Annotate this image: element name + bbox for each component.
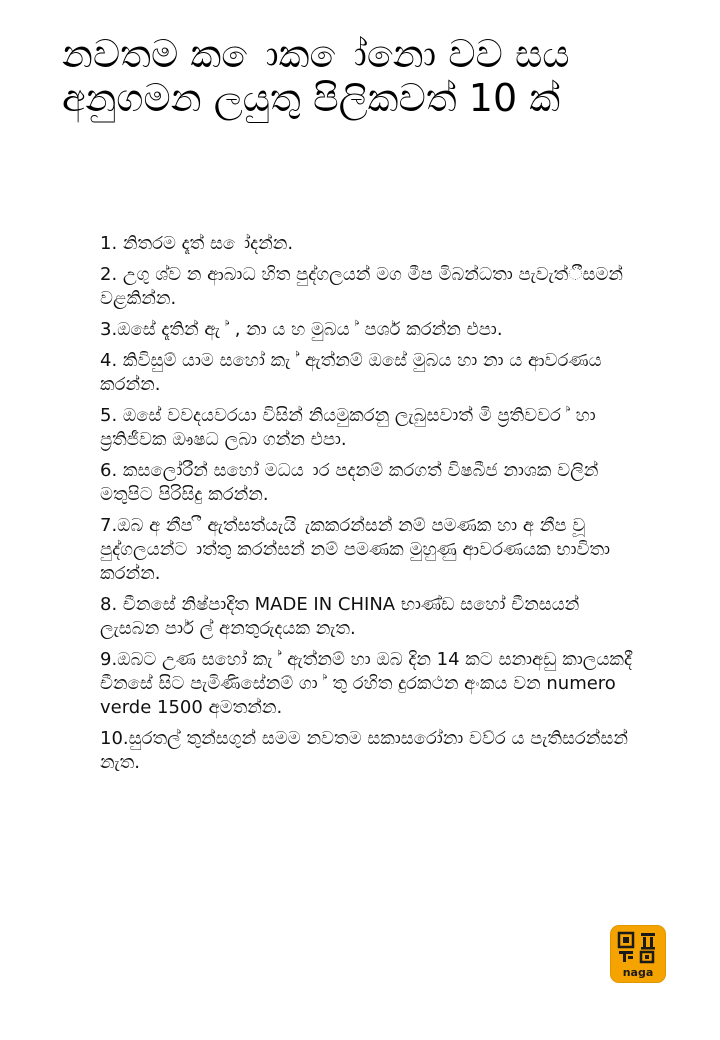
tip-item: 5. ඔසේ වවදයවරයා විසින් නියමුකරනු ලැබුසවාත් මි ප්‍රතිවවර ් හා ප්‍රතිජීවක ඖෂධ ලබා ගන්න එපා. — [100, 405, 596, 450]
naga-logo — [610, 925, 666, 983]
tip-item: 4. කිවිසුම් යාම සහෝ කැ ් ඇත්නම් ඔසේ මුබය හා නා ය ආවරණය කරන්න. — [100, 350, 602, 395]
tips-list — [100, 232, 640, 782]
slide-title: නවතම ක ොක ෝනො වව සය අනුගමන ලයුතු පිලිකවත් 10 ක් — [62, 32, 570, 120]
tip-item: 1. නිතරම දෑත් ස ෝදන්න. — [100, 233, 294, 254]
logo-text: naga — [622, 966, 654, 979]
tip-item: 6. කසලෝරීන් සහෝ මධය ාර පදනම් කරගත් විෂබීජ නාශක වලින් මතුපිට පිරිසිදු කරන්න. — [100, 460, 599, 505]
tip-item: 2. උගු ශ්ව න ආබාධ හිත පුද්ගලයන් මග මීප මිබන්ධතා පැවැත්ීසමන් වළකින්න. — [100, 264, 624, 309]
tip-item: 7.ඔබ අ නීප ී ඇත්සත්යැයි ැකකරන්සන් නම් පමණක හා අ නීප වූ පුද්ගලයන්ට ාත්තු කරන්සන් නම් පමණක මුහුණු ආවරණයක භාවිතා කරන්න. — [100, 515, 611, 584]
tip-item: 10.සුරතල් තුන්සගුන් සමම නවතම සකාසරෝනා වව්ර ය පැතිසරන්සන් නැත. — [100, 728, 628, 773]
tip-item: 8. චීනසේ නිෂ්පාදිත MADE IN CHINA භාණ්ඩ සහෝ චීනසයන් ලැසබන පාර් ල් අනතුරුදයක නැත. — [100, 594, 580, 639]
tip-item: 3.ඔසේ දෑතින් ඇ ් , නා ය හ මුබය ් පර්ශ කරන්න එපා. — [100, 319, 503, 340]
tip-item: 9.ඔබට උණ සහෝ කැ ් ඇත්නම් හා ඔබ දින 14 කට සනාඅඩු කාලයකදී චීනසේ සිට පැමිණිසේනම් ගා ් තු රහිත දුරකථන අංකය වන numero verde 1500 අමතන්න. — [100, 649, 633, 718]
naga-qr-logo-icon — [610, 925, 666, 969]
